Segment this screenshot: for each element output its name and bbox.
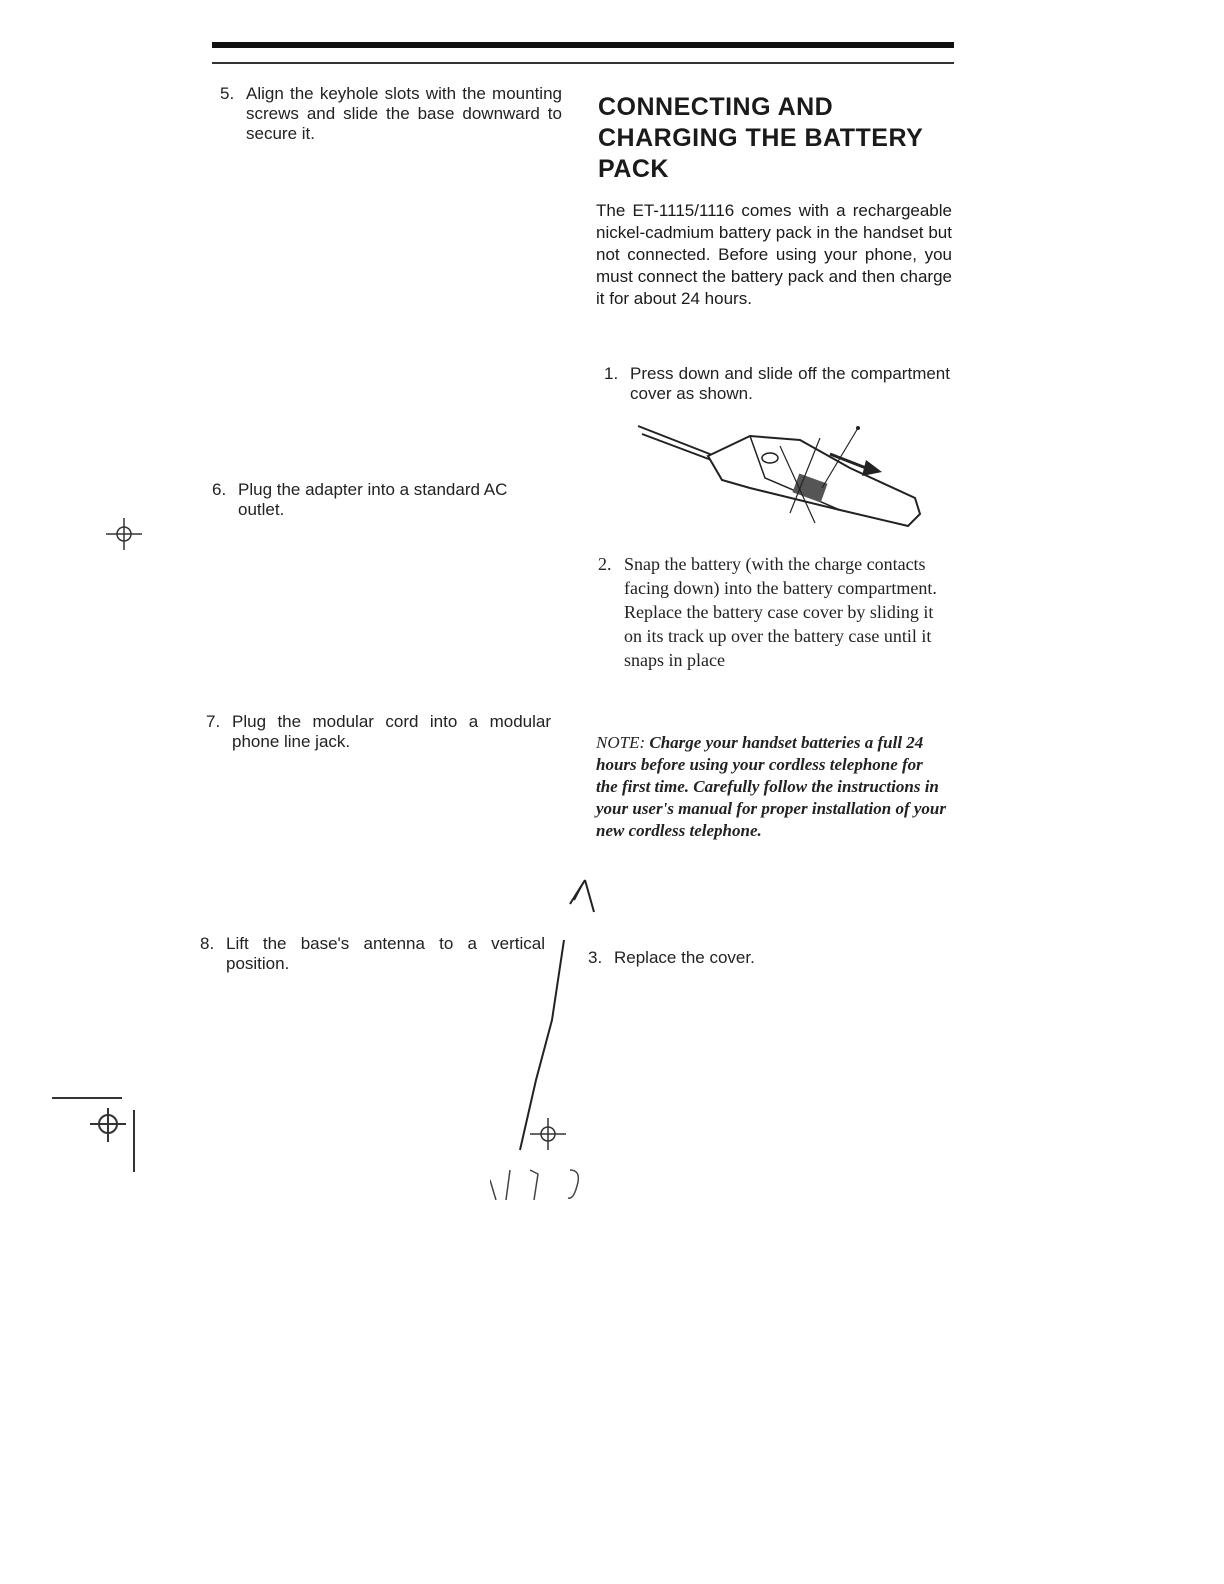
step-text: Snap the battery (with the charge contacts facing down) into the battery compartment. [624,554,937,598]
step-number: 2. [598,554,612,574]
step-text: Lift the base's antenna to a vertical position. [226,934,545,973]
step-number: 3. [588,948,603,967]
step-6 [212,480,557,520]
top-rule-thin [212,62,954,64]
step-7 [206,712,551,752]
note-block [596,732,946,842]
step-text-continued: Replace the battery case cover by sliding it on its track up over the battery case until it snaps in place [624,602,934,670]
note-label: NOTE: [596,733,646,752]
note-text: Charge your handset batteries a full 24 hours before using your cordless telephone for the first time. Carefully follow the instructions in your user's manual for proper installation of your new cordless telephone. [596,733,946,840]
step-2 [598,552,950,672]
step-text: Plug the adapter into a standard AC outlet. [238,480,508,519]
step-1 [604,364,950,404]
step-number: 6. [212,480,227,499]
registration-mark-icon [104,516,144,552]
section-heading: CONNECTING AND CHARGING THE BATTERY PACK [598,93,923,183]
handset-illustration [630,418,930,538]
step-text: Press down and slide off the compartment cover as shown. [630,364,950,403]
top-rule [212,42,954,48]
step-number: 7. [206,712,221,731]
step-number: 5. [220,84,235,103]
step-number: 1. [604,364,619,383]
step-text: Plug the modular cord into a modular phone line jack. [232,712,551,751]
registration-mark-icon [50,1094,140,1174]
intro-paragraph: The ET-1115/1116 comes with a rechargeable nickel-cadmium battery pack in the handset but not connected. Before using your phone, you must connect the battery pack and then charge it for about 24 hours. [596,201,952,308]
registration-mark-icon [528,1116,568,1152]
step-number: 8. [200,934,215,953]
step-5 [220,84,562,144]
step-3 [588,948,928,968]
step-text: Replace the cover. [614,948,755,967]
step-text: Align the keyhole slots with the mounting screws and slide the base downward to secure it. [246,84,562,143]
